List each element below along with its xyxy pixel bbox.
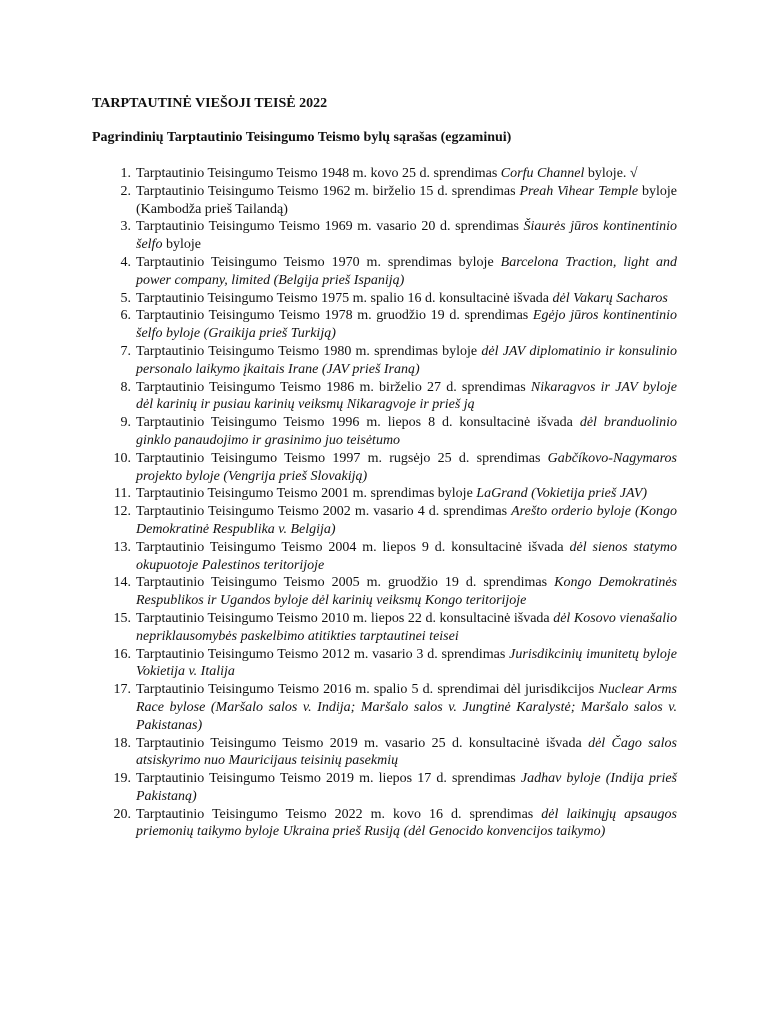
case-list-item [0, 343, 768, 379]
case-list-item [0, 379, 768, 415]
case-number: 3. [120, 219, 131, 235]
case-text [136, 646, 677, 682]
case-text [136, 539, 677, 575]
case-list-item [0, 183, 768, 219]
case-list-item [0, 806, 768, 842]
case-number: 6. [120, 308, 131, 324]
case-text [136, 414, 677, 450]
case-list-item [0, 254, 768, 290]
case-description: Tarptautinio Teisingumo Teismo 2016 m. spalio 5 d. sprendimai dėl jurisdikcijos [136, 682, 599, 698]
case-text [136, 485, 677, 503]
case-suffix: byloje (Kambodža prieš Tailandą) [136, 183, 677, 217]
case-suffix: byloje [162, 237, 201, 253]
case-list-item [0, 307, 768, 343]
case-description: Tarptautinio Teisingumo Teismo 1986 m. birželio 27 d. sprendimas [136, 379, 531, 395]
case-list-item [0, 450, 768, 486]
case-text [136, 770, 677, 806]
case-list-item [0, 681, 768, 734]
case-name: Arešto orderio byloje (Kongo Demokratinė Respublika v. Belgija) [136, 504, 677, 537]
case-description: Tarptautinio Teisingumo Teismo 2001 m. sprendimas byloje [136, 486, 477, 502]
case-number: 1. [120, 166, 131, 181]
case-name: dėl JAV diplomatinio ir konsulinio personalo laikymo įkaitais Irane (JAV prieš Iraną) [136, 343, 677, 377]
case-list-item [0, 574, 768, 610]
case-name: Barcelona Traction, light and power company, limited (Belgija prieš Ispaniją) [136, 254, 677, 288]
case-list [0, 165, 768, 841]
case-text [136, 450, 677, 486]
case-number: 13. [113, 539, 131, 555]
case-list-item [0, 610, 768, 646]
case-name: dėl Kosovo vienašalio nepriklausomybės paskelbimo atitikties tarptautinei teisei [136, 610, 677, 644]
case-text [136, 218, 677, 254]
case-text [136, 681, 677, 734]
case-description: Tarptautinio Teisingumo Teismo 1996 m. liepos 8 d. konsultacinė išvada [136, 415, 580, 431]
case-number: 15. [113, 610, 131, 626]
case-description: Tarptautinio Teisingumo Teismo 1969 m. vasario 20 d. sprendimas [136, 219, 524, 235]
case-number: 4. [120, 254, 131, 270]
case-text [136, 165, 677, 183]
case-name: dėl laikinųjų apsaugos priemonių taikymo byloje Ukraina prieš Rusiją (dėl Genocido konvencijos taikymo) [136, 806, 677, 840]
case-name: Šiaurės jūros kontinentinio šelfo [136, 219, 677, 253]
case-name: dėl Čago salos atsiskyrimo nuo Mauricijaus teisinių pasekmių [136, 735, 678, 769]
case-number: 5. [120, 290, 131, 306]
case-number: 10. [113, 450, 131, 466]
case-description: Tarptautinio Teisingumo Teismo 2010 m. liepos 22 d. konsultacinė išvada [136, 610, 554, 626]
case-description: Tarptautinio Teisingumo Teismo 2004 m. liepos 9 d. konsultacinė išvada [136, 539, 570, 555]
case-list-item [0, 770, 768, 806]
case-description: Tarptautinio Teisingumo Teismo 1948 m. kovo 25 d. sprendimas [136, 166, 501, 181]
case-name: Preah Vihear Temple [519, 183, 639, 199]
case-text [136, 343, 677, 379]
case-list-item [0, 539, 768, 575]
case-number: 12. [113, 504, 131, 520]
case-list-item [0, 218, 768, 254]
case-description: Tarptautinio Teisingumo Teismo 1997 m. rugsėjo 25 d. sprendimas [136, 450, 548, 466]
case-name: dėl branduolinio ginklo panaudojimo ir grasinimo juo teisėtumo [136, 415, 677, 448]
case-description: Tarptautinio Teisingumo Teismo 2019 m. vasario 25 d. konsultacinė išvada [136, 735, 589, 751]
case-list-item [0, 414, 768, 450]
case-description: Tarptautinio Teisingumo Teismo 1980 m. sprendimas byloje [136, 343, 482, 359]
case-number: 7. [120, 343, 131, 359]
case-list-item [0, 165, 768, 183]
case-text [136, 290, 677, 308]
case-name: Corfu Channel [500, 166, 585, 181]
case-list-item [0, 485, 768, 503]
case-number: 2. [120, 183, 131, 199]
case-description: Tarptautinio Teisingumo Teismo 2012 m. vasario 3 d. sprendimas [136, 646, 510, 662]
document-title: TARPTAUTINĖ VIEŠOJI TEISĖ 2022 [92, 96, 328, 111]
case-name: Kongo Demokratinės Respublikos ir Ugandos byloje dėl karinių veiksmų Kongo teritorijoje [136, 575, 677, 609]
case-name: dėl sienos statymo okupuotoje Palestinos teritorijoje [136, 539, 677, 573]
case-list-item [0, 290, 768, 308]
case-description: Tarptautinio Teisingumo Teismo 2002 m. vasario 4 d. sprendimas [136, 504, 512, 520]
case-number: 18. [113, 735, 131, 751]
case-list-item [0, 503, 768, 539]
case-description: Tarptautinio Teisingumo Teismo 1978 m. gruodžio 19 d. sprendimas [136, 308, 533, 324]
case-suffix: byloje. √ [584, 166, 638, 181]
case-description: Tarptautinio Teisingumo Teismo 1975 m. spalio 16 d. konsultacinė išvada [136, 290, 553, 306]
case-name: Nikaragvos ir JAV byloje dėl karinių ir pusiau karinių veiksmų Nikaragvoje ir prieš ją [136, 379, 677, 413]
case-text [136, 254, 677, 290]
case-name: dėl Vakarų Sacharos [552, 290, 668, 306]
case-description: Tarptautinio Teisingumo Teismo 1962 m. birželio 15 d. sprendimas [136, 183, 520, 199]
case-name: Nuclear Arms Race bylose (Maršalo salos v. Indija; Maršalo salos v. Jungtinė Karalystė; Maršalo salos v. Pakistanas) [136, 682, 677, 733]
case-text [136, 183, 677, 219]
case-number: 9. [120, 415, 131, 431]
case-number: 11. [114, 486, 131, 502]
case-number: 8. [120, 379, 131, 395]
case-text [136, 307, 677, 343]
case-list-item [0, 646, 768, 682]
case-list-item [0, 735, 768, 771]
case-name: Jadhav byloje (Indija prieš Pakistaną) [136, 771, 677, 804]
case-description: Tarptautinio Teisingumo Teismo 1970 m. sprendimas byloje [136, 254, 501, 270]
case-number: 19. [113, 771, 131, 787]
case-number: 20. [113, 806, 131, 822]
case-text [136, 735, 677, 771]
case-name: Egėjo jūros kontinentinio šelfo byloje (Graikija prieš Turkiją) [136, 308, 677, 342]
case-text [136, 503, 677, 539]
case-name: Jurisdikcinių imunitetų byloje Vokietija v. Italija [136, 646, 677, 680]
case-name: Gabčíkovo-Nagymaros projekto byloje (Vengrija prieš Slovakiją) [136, 450, 677, 484]
case-number: 14. [113, 575, 131, 591]
case-text [136, 806, 677, 842]
case-text [136, 379, 677, 415]
document-subtitle: Pagrindinių Tarptautinio Teisingumo Teismo bylų sąrašas (egzaminui) [92, 130, 512, 145]
case-number: 16. [113, 646, 131, 662]
case-text [136, 610, 677, 646]
case-description: Tarptautinio Teisingumo Teismo 2005 m. gruodžio 19 d. sprendimas [136, 575, 555, 591]
case-description: Tarptautinio Teisingumo Teismo 2022 m. kovo 16 d. sprendimas [136, 806, 542, 822]
case-name: LaGrand (Vokietija prieš JAV) [476, 486, 648, 502]
case-text [136, 574, 677, 610]
case-number: 17. [113, 682, 131, 698]
case-description: Tarptautinio Teisingumo Teismo 2019 m. liepos 17 d. sprendimas [136, 771, 521, 787]
